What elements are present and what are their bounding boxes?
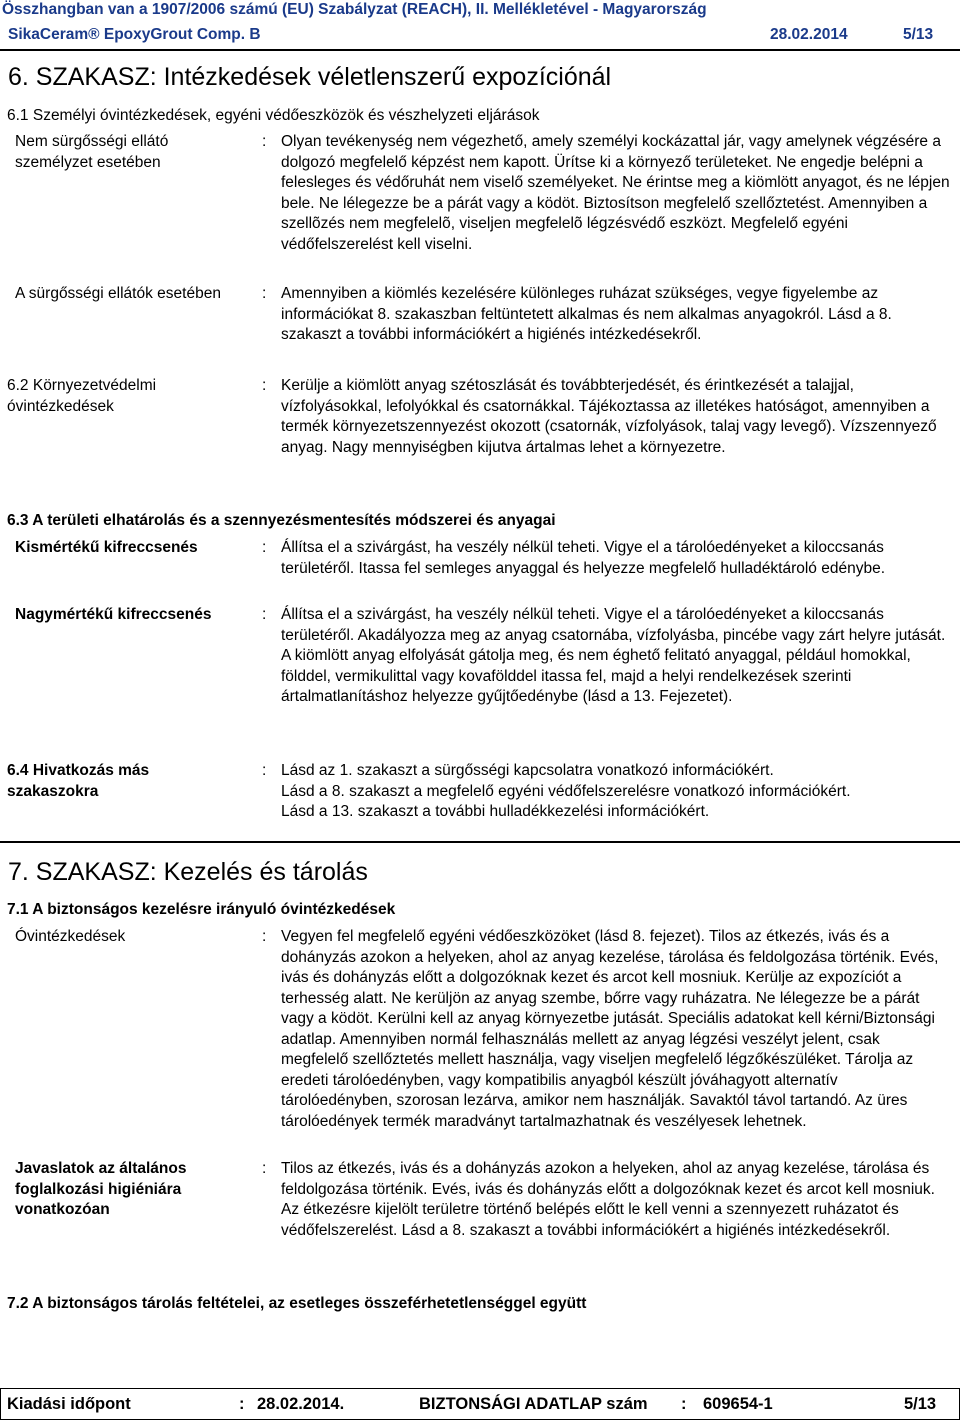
subsection-7-1-title: 7.1 A biztonságos kezelésre irányuló óvintézkedések <box>7 901 396 918</box>
row-text: Kerülje a kiömlött anyag szétoszlását és továbbterjedését, és érintkezését a talajjal, vízfolyásokkal, lefolyókkal és csatornákkal. Tájékoztassa az illetékes hatóságot, amennyiben a termék környezetszennyezést okozott (csatornák, vízfolyások, talaj vagy levegő). Vízszennyező anyag. Nagy mennyiségben kijutva ártalmas lehet a környezetre. <box>281 377 937 456</box>
section-6-title: 6. SZAKASZ: Intézkedések véletlenszerű expozíciónál <box>8 63 612 91</box>
row-colon: : <box>262 1160 267 1177</box>
row-colon: : <box>262 285 267 302</box>
row-text: Olyan tevékenység nem végezhető, amely személyi kockázattal jár, vagy amelynek végzésére a dolgozó megfelelő képzést nem kapott. Ürítse ki a környező területeket. Ne engedje belépni a felesleges és védőruhát nem viselő személyeket. Ne érintse meg a kiömlött anyagot, és ne lépjen bele. Ne lélegezze be a párát vagy a ködöt. Biztosítson megfelelő szellőztetést. Amennyiben a szellõzés nem megfelelõ, viseljen megfelelõ légzésvédő eszközt. Megfelelő egyéni védőfelszerelést kell viselni. <box>281 133 950 253</box>
subsection-7-2-title: 7.2 A biztonságos tárolás feltételei, az esetleges összeférhetetlenséggel együtt <box>7 1295 587 1312</box>
sds-number-label: BIZTONSÁGI ADATLAP szám <box>419 1395 648 1413</box>
row-text: Állítsa el a szivárgást, ha veszély nélkül teheti. Vigye el a tárolóedényeket a kiloccsanás területéről. Itassa fel semleges anyaggal és helyezze megfelelő hulladéktároló edénybe. <box>281 539 886 577</box>
row-text: Vegyen fel megfelelő egyéni védőeszközöket (lásd 8. fejezet). Tilos az étkezés, ivás és a dohányzás azokon a helyeken, ahol az anyag kezelése, tárolása és feldolgozása történik. Evés, ivás és dohányzás előtt a dolgozóknak kezet és arcot kell mosniuk. Kerülje az expozíciót a terhesség alatt. Ne kerüljön az anyag szembe, bőrre vagy ruházatra. Ne lélegezze be a párát vagy a ködöt. Kerülni kell az anyag környezetbe jutását. Speciális adatokat kell kérni/Biztonsági adatlap. Amennyiben normál felhasználás mellett az anyag légzési veszélyt jelent, csak megfelelő szellőztetés mellett használja, vagy viseljen megfelelő légzőkészüléket. Tárolja az eredeti tárolóedényben, vagy kompatibilis anyagból készült jóváhagyott alternatív tárolóedényben, szorosan lezárva, amikor nem használják. Savaktól távol tartandó. Az üres tárolóedények termék maradványt tartalmazhatnak és veszélyesek lehetnek. <box>281 928 939 1130</box>
subsection-6-4-label: 6.4 Hivatkozás más szakaszokra <box>7 762 150 800</box>
row-colon: : <box>262 762 267 779</box>
row-label: A sürgősségi ellátók esetében <box>15 285 221 302</box>
subsection-6-2-label: 6.2 Környezetvédelmi óvintézkedések <box>7 377 157 415</box>
product-name: SikaCeram® EpoxyGrout Comp. B <box>8 26 261 43</box>
row-label: Óvintézkedések <box>15 928 126 945</box>
row-colon: : <box>262 606 267 623</box>
row-colon: : <box>262 133 267 150</box>
row-text: Tilos az étkezés, ivás és a dohányzás azokon a helyeken, ahol az anyag kezelése, tárolása és feldolgozása történik. Evés, ivás és dohányzás előtt a dolgozóknak kezet és arcot kell mosniuk. Az étkezésre kijelölt területre történő belépés előtt le kell venni a szennyezett ruházatot és védőfelszerelést. Lásd a 8. szakaszt a további információkért a higiénés intézkedésekről. <box>281 1160 935 1239</box>
row-label: Nagymértékű kifreccsenés <box>15 606 212 623</box>
section-divider <box>0 841 960 843</box>
reference-lines <box>281 761 951 823</box>
reference-line: Lásd az 1. szakaszt a sürgősségi kapcsolatra vonatkozó információkért. <box>281 762 774 779</box>
document-footer <box>0 1388 960 1420</box>
sds-number-value: 609654-1 <box>703 1395 773 1413</box>
row-label: Javaslatok az általános foglalkozási higiéniára vonatkozóan <box>15 1160 187 1218</box>
footer-colon: : <box>239 1395 245 1413</box>
reference-line: Lásd a 8. szakaszt a megfelelő egyéni védőfelszerelésre vonatkozó információkért. <box>281 782 851 800</box>
subsection-6-1-title: 6.1 Személyi óvintézkedések, egyéni védőeszközök és vészhelyzeti eljárások <box>7 107 540 124</box>
issue-date-value: 28.02.2014. <box>257 1395 345 1413</box>
header-divider <box>0 49 960 51</box>
footer-colon: : <box>681 1395 687 1413</box>
footer-page-number: 5/13 <box>904 1395 937 1413</box>
header-page-number: 5/13 <box>903 26 934 43</box>
header-date: 28.02.2014 <box>770 26 848 43</box>
subsection-6-3-title: 6.3 A területi elhatárolás és a szennyezésmentesítés módszerei és anyagai <box>7 512 556 529</box>
regulation-header: Összhangban van a 1907/2006 számú (EU) Szabályzat (REACH), II. Mellékletével - Magyarország <box>2 1 707 18</box>
row-text: Állítsa el a szivárgást, ha veszély nélkül teheti. Vigye el a tárolóedényeket a kiloccsanás területéről. Akadályozza meg az anyag csatornába, vízfolyásba, pincébe vagy zárt helyre jutását. A kiömlött anyag elfolyását gátolja meg, és nem éghető felitató anyaggal, például homokkal, földdel, vermikulittal vagy kovafölddel itassa fel, majd a helyi rendelkezések szerinti ártalmatlanításhoz helyezze gyűjtőedénybe (lásd a 13. Fejezetet). <box>281 606 946 705</box>
row-label: Kismértékű kifreccsenés <box>15 539 198 556</box>
section-7-title: 7. SZAKASZ: Kezelés és tárolás <box>8 858 368 886</box>
issue-date-label: Kiadási időpont <box>7 1395 131 1413</box>
product-header <box>0 24 960 46</box>
row-text: Amennyiben a kiömlés kezelésére különleges ruházat szükséges, vegye figyelembe az információkat 8. szakaszban feltüntetett alkalmas és nem alkalmas anyagokról. Lásd a 8. szakaszt a további információkért a higiénés intézkedésekről. <box>281 285 892 343</box>
row-label: Nem sürgősségi ellátó személyzet esetében <box>15 133 169 171</box>
row-colon: : <box>262 539 267 556</box>
reference-line: Lásd a 13. szakaszt a további hulladékkezelési információkért. <box>281 803 710 820</box>
row-colon: : <box>262 377 267 394</box>
row-colon: : <box>262 928 267 945</box>
